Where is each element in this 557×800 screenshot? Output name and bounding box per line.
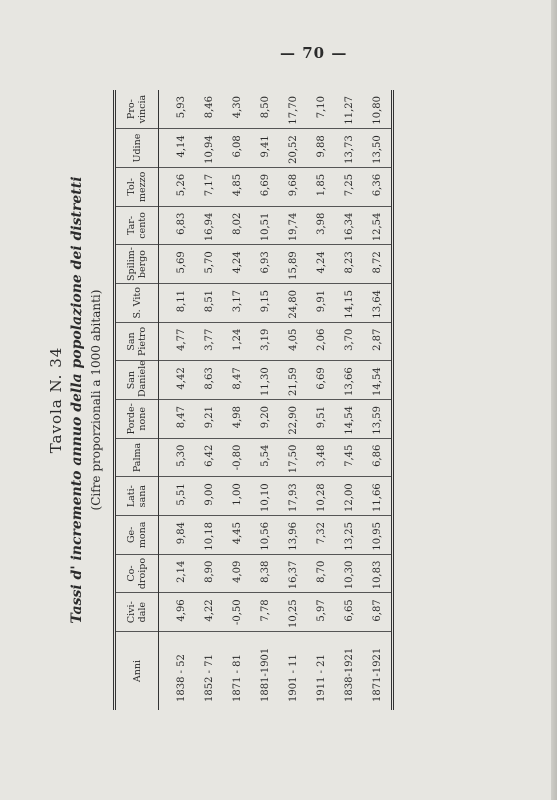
rate-cell: 8,46: [203, 96, 215, 119]
period-cell: 1901 - 11: [279, 632, 307, 711]
rate-cell: 7,10: [315, 96, 327, 119]
rate-cell: 10,80: [363, 90, 393, 129]
rate-cell: 2,06: [307, 322, 335, 361]
rate-cell: 6,65: [335, 593, 363, 632]
rate-cell: 17,50: [279, 438, 307, 477]
rate-cell: 9,15: [251, 283, 279, 322]
rate-cell: 7,25: [335, 167, 363, 206]
rate-cell: 6,08: [223, 129, 251, 168]
column-header: S. Vito: [115, 283, 159, 322]
rate-cell: 21,59: [279, 361, 307, 400]
rate-cell: 8,47: [159, 399, 196, 438]
table-row: [195, 90, 223, 710]
rate-cell: 8,47: [223, 361, 251, 400]
rate-cell: 9,84: [159, 515, 196, 554]
rate-cell: 20,52: [279, 129, 307, 168]
data-table: [113, 90, 394, 710]
period-cell: 1871 - 81: [223, 632, 251, 711]
rate-cell: 22,90: [279, 399, 307, 438]
rate-cell: 9,00: [195, 477, 223, 516]
column-header: Ge- mona: [115, 515, 159, 554]
rate-cell: 4,14: [159, 129, 196, 168]
table-body: [159, 90, 393, 710]
rate-cell: 24,80: [279, 283, 307, 322]
column-header-anni: Anni: [115, 632, 159, 711]
rate-cell: 10,83: [363, 554, 393, 593]
rate-cell: 8,50: [259, 96, 271, 119]
column-header: Civi- dale: [115, 593, 159, 632]
rate-cell: 17,70: [287, 96, 299, 125]
rate-cell: 9,88: [307, 129, 335, 168]
rate-cell: 10,28: [307, 477, 335, 516]
rate-cell: 13,25: [335, 515, 363, 554]
column-header: Spilim- bergo: [115, 245, 159, 284]
rate-cell: 6,69: [251, 167, 279, 206]
rate-cell: 9,20: [251, 399, 279, 438]
rate-cell: 16,94: [195, 206, 223, 245]
rate-cell: 3,17: [223, 283, 251, 322]
rate-cell: 9,41: [251, 129, 279, 168]
rate-cell: 14,54: [335, 399, 363, 438]
column-header: Tol- mezzo: [115, 167, 159, 206]
column-header: Lati- sana: [115, 477, 159, 516]
rate-cell: 14,15: [335, 283, 363, 322]
rate-cell: 12,00: [335, 477, 363, 516]
column-header: Udine: [115, 129, 159, 168]
rate-cell: 8,38: [251, 554, 279, 593]
table-row: [279, 90, 307, 710]
rate-cell: 2,14: [159, 554, 196, 593]
rate-cell: 8,63: [195, 361, 223, 400]
period-cell: 1852 - 71: [195, 632, 223, 711]
rate-cell: 3,98: [307, 206, 335, 245]
rate-cell: 6,69: [307, 361, 335, 400]
rate-cell: 16,37: [279, 554, 307, 593]
rate-cell: 6,83: [159, 206, 196, 245]
rate-cell: 7,32: [307, 515, 335, 554]
column-header: San Pietro: [115, 322, 159, 361]
rate-cell: 4,30: [231, 96, 243, 119]
rate-cell: 6,93: [251, 245, 279, 284]
rate-cell: 13,64: [363, 283, 393, 322]
table-number: Tavola N. 34: [47, 346, 65, 454]
column-header: Pro- vincia: [115, 90, 159, 129]
rate-cell: 9,51: [307, 399, 335, 438]
rate-cell: 4,42: [159, 361, 196, 400]
rate-cell: 10,51: [251, 206, 279, 245]
rate-cell: 6,87: [363, 593, 393, 632]
rate-cell: 13,66: [335, 361, 363, 400]
rate-cell: 17,93: [279, 477, 307, 516]
rate-cell: 5,26: [159, 167, 196, 206]
rate-cell: 5,30: [159, 438, 196, 477]
period-cell: 1838 - 52: [159, 632, 196, 711]
rate-cell: 4,24: [307, 245, 335, 284]
rate-cell: 3,48: [307, 438, 335, 477]
rate-cell: 1,00: [223, 477, 251, 516]
table-note: (Cifre proporzionali a 1000 abitanti): [89, 289, 103, 511]
table-row: [363, 90, 393, 710]
rate-cell: 1,85: [307, 167, 335, 206]
rate-cell: 4,05: [279, 322, 307, 361]
rate-cell: 13,50: [363, 129, 393, 168]
rate-cell: 4,96: [159, 593, 196, 632]
rate-cell: 8,51: [195, 283, 223, 322]
rate-cell: 4,85: [223, 167, 251, 206]
rate-cell: 8,11: [159, 283, 196, 322]
rate-cell: 4,45: [223, 515, 251, 554]
rate-cell: 11,27: [343, 96, 355, 125]
column-header: San Daniele: [115, 361, 159, 400]
rate-cell: 5,70: [195, 245, 223, 284]
rate-cell: 3,70: [335, 322, 363, 361]
rate-cell: 8,72: [363, 245, 393, 284]
period-cell: 1881-1901: [251, 632, 279, 711]
rate-cell: 5,97: [307, 593, 335, 632]
rate-cell: 5,51: [159, 477, 196, 516]
period-cell: 1911 - 21: [307, 632, 335, 711]
rate-cell: 4,77: [159, 322, 196, 361]
table-title: Tassi d' incremento annuo della popolazione dei distretti: [69, 176, 85, 624]
rate-cell: 9,21: [195, 399, 223, 438]
rate-cell: 13,73: [335, 129, 363, 168]
period-cell: 1871-1921: [363, 632, 393, 711]
rate-cell: 8,70: [307, 554, 335, 593]
table-row: [223, 90, 251, 710]
rate-cell: 7,78: [251, 593, 279, 632]
rate-cell: 4,22: [195, 593, 223, 632]
rate-cell: 13,59: [363, 399, 393, 438]
table-row: [251, 90, 279, 710]
rate-cell: 6,36: [363, 167, 393, 206]
rate-cell: 5,93: [175, 96, 187, 119]
rate-cell: 14,54: [363, 361, 393, 400]
rate-cell: 10,56: [251, 515, 279, 554]
rate-cell: 4,24: [223, 245, 251, 284]
column-header: Co- droipo: [115, 554, 159, 593]
rotated-content: [45, 90, 383, 710]
rate-cell: 3,19: [251, 322, 279, 361]
rate-cell: 11,66: [363, 477, 393, 516]
rate-cell: 10,10: [251, 477, 279, 516]
rate-cell: 6,42: [195, 438, 223, 477]
rate-cell: 4,09: [223, 554, 251, 593]
column-header: Tar- cento: [115, 206, 159, 245]
rate-cell: 15,89: [279, 245, 307, 284]
table-row: [307, 90, 335, 710]
header-row: [115, 90, 159, 710]
rate-cell: 6,86: [363, 438, 393, 477]
table-row: [159, 90, 196, 710]
rate-cell: 3,77: [195, 322, 223, 361]
rate-cell: 8,90: [195, 554, 223, 593]
rate-cell: 12,54: [363, 206, 393, 245]
rate-cell: 10,25: [279, 593, 307, 632]
rate-cell: 8,02: [223, 206, 251, 245]
rate-cell: 10,30: [335, 554, 363, 593]
rate-cell: 8,23: [335, 245, 363, 284]
rate-cell: 1,24: [223, 322, 251, 361]
rate-cell: 4,98: [223, 399, 251, 438]
table-row: [335, 90, 363, 710]
rate-cell: -0,80: [223, 438, 251, 477]
page-edge: [551, 0, 557, 800]
page-number: — 70 —: [280, 44, 348, 62]
rate-cell: 16,34: [335, 206, 363, 245]
rate-cell: 11,30: [251, 361, 279, 400]
column-header: Palma: [115, 438, 159, 477]
rate-cell: 10,18: [195, 515, 223, 554]
rate-cell: -0,50: [223, 593, 251, 632]
rate-cell: 7,45: [335, 438, 363, 477]
column-header: Porde- none: [115, 399, 159, 438]
rate-cell: 5,54: [251, 438, 279, 477]
rate-cell: 10,95: [363, 515, 393, 554]
rate-cell: 9,68: [279, 167, 307, 206]
rate-cell: 5,69: [159, 245, 196, 284]
title-block: [45, 90, 105, 710]
rate-cell: 13,96: [279, 515, 307, 554]
period-cell: 1838-1921: [335, 632, 363, 711]
rate-cell: 19,74: [279, 206, 307, 245]
rate-cell: 9,91: [307, 283, 335, 322]
rate-cell: 7,17: [195, 167, 223, 206]
rate-cell: 10,94: [195, 129, 223, 168]
rate-cell: 2,87: [363, 322, 393, 361]
